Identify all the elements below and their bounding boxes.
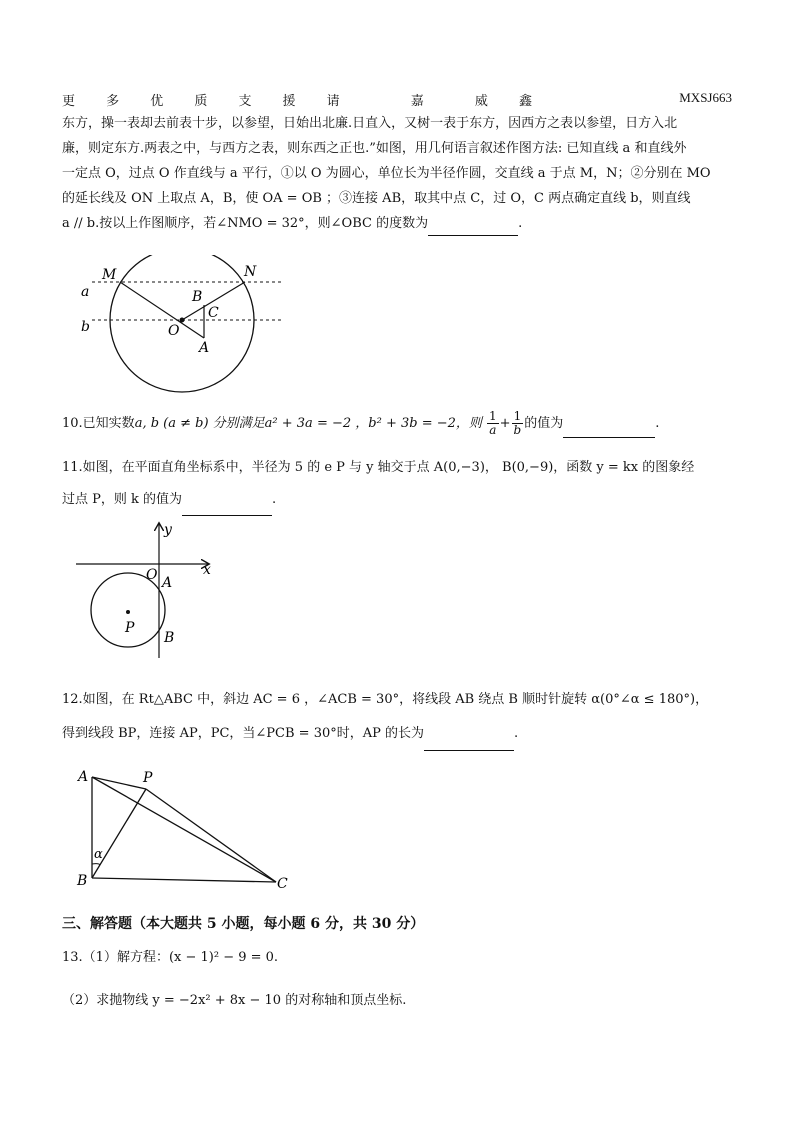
answer-blank[interactable] bbox=[182, 501, 272, 516]
q9-line: 东方，操一表却去前表十步，以参望，日始出北廉.日直入，又树一表于东方，因西方之表以参望，日方入北 bbox=[62, 116, 678, 131]
point-O bbox=[180, 318, 185, 323]
segment-AC bbox=[92, 777, 276, 882]
label-P: P bbox=[125, 620, 135, 636]
q9-end: . bbox=[518, 216, 523, 231]
answer-blank[interactable] bbox=[424, 736, 514, 751]
segment-PC bbox=[146, 789, 276, 882]
q10-prefix: 10.已知实数 bbox=[62, 416, 135, 431]
label-B: B bbox=[77, 873, 88, 889]
fraction-1-over-b: $\frac{1}{b}$ bbox=[513, 409, 522, 437]
q10-end: . bbox=[655, 416, 660, 431]
plus-sign: + bbox=[499, 416, 511, 431]
q10-condition: a, b (a ≠ b) 分别满足 bbox=[134, 416, 265, 431]
q13-part2: （2）求抛物线 y = −2x² + 8x − 10 的对称轴和顶点坐标. bbox=[62, 993, 407, 1008]
header-char: 质 bbox=[194, 94, 208, 109]
q9-line: 的延长线及 ON 上取点 A，B，使 OA = OB ；③连接 AB，取其中点 C，过 O，C 两点确定直线 b，则直线 bbox=[62, 191, 691, 206]
label-A: A bbox=[78, 769, 89, 785]
header-char: 支 bbox=[238, 94, 252, 109]
q11-line: 11.如图，在平面直角坐标系中，半径为 5 的 e P 与 y 轴交于点 A(0,−3)， B(0,−9)，函数 y = kx 的图象经 bbox=[62, 460, 695, 475]
label-B: B bbox=[192, 289, 203, 305]
label-C: C bbox=[208, 305, 219, 321]
q10-suffix: 的值为 bbox=[524, 416, 564, 431]
header-chars bbox=[62, 90, 532, 109]
label-a: a bbox=[81, 284, 90, 300]
answer-blank[interactable] bbox=[563, 423, 655, 438]
q10-eq1: a² + 3a = −2 ， bbox=[264, 416, 369, 431]
fraction-1-over-a: $\frac{1}{a}$ bbox=[489, 409, 497, 437]
q13-part1: 13.（1）解方程：(x − 1)² − 9 = 0. bbox=[62, 950, 279, 965]
q10-eq2: b² + 3b = −2，则 bbox=[368, 416, 482, 431]
header-char: 多 bbox=[106, 94, 120, 109]
q9-line-last bbox=[62, 211, 734, 236]
segment-BC bbox=[92, 878, 276, 882]
label-y: y bbox=[164, 522, 172, 538]
q11-end: . bbox=[272, 492, 277, 507]
q9-text bbox=[62, 111, 734, 236]
q11-text bbox=[62, 452, 734, 516]
header-char: 优 bbox=[150, 94, 164, 109]
section-title: 三、解答题（本大题共 5 小题，每小题 6 分，共 30 分） bbox=[62, 916, 425, 932]
header-char: 更 bbox=[62, 94, 76, 109]
label-M: M bbox=[102, 267, 117, 283]
angle-alpha-arc bbox=[92, 864, 100, 865]
q11-line-last bbox=[62, 484, 734, 516]
header-code: MXSJ663 bbox=[679, 90, 732, 105]
label-B: B bbox=[164, 630, 175, 646]
q13-text bbox=[62, 946, 734, 1013]
q12-figure bbox=[72, 765, 302, 895]
q9-line: a // b.按以上作图顺序，若∠NMO = 32°，则∠OBC 的度数为 bbox=[62, 216, 429, 231]
q12-line: 得到线段 BP，连接 AP，PC，当∠PCB = 30°时，AP 的长为 bbox=[62, 726, 425, 741]
q11-line: 过点 P，则 k 的值为 bbox=[62, 492, 183, 507]
q12-text bbox=[62, 683, 734, 751]
q9-figure bbox=[70, 255, 290, 405]
header-char: 嘉 bbox=[410, 94, 424, 109]
header-char: 请 bbox=[326, 94, 340, 109]
header-char: 鑫 bbox=[518, 94, 532, 109]
segment-AP bbox=[92, 777, 146, 789]
q9-line: 廉，则定东方.两表之中，与西方之表，则东西之正也.”如图，用几何语言叙述作图方法: 已知直线 a 和直线外 bbox=[62, 141, 687, 156]
label-P: P bbox=[143, 770, 153, 786]
q9-line: 一定点 O，过点 O 作直线与 a 平行，①以 O 为圆心，单位长为半径作圆，交直线 a 于点 M，N；②分别在 MO bbox=[62, 166, 711, 181]
label-O: O bbox=[146, 567, 158, 583]
page-header bbox=[62, 90, 732, 110]
q11-figure bbox=[72, 520, 222, 665]
q12-end: . bbox=[514, 726, 519, 741]
header-char: 援 bbox=[282, 94, 296, 109]
label-C: C bbox=[277, 876, 288, 892]
q12-line: 12.如图，在 Rt△ABC 中，斜边 AC = 6 ，∠ACB = 30°，将线段 AB 绕点 B 顺时针旋转 α(0°∠α ≤ 180°)， bbox=[62, 692, 709, 707]
label-b: b bbox=[81, 319, 90, 335]
label-A: A bbox=[162, 575, 173, 591]
label-alpha: α bbox=[94, 847, 103, 862]
q10-text bbox=[62, 410, 734, 438]
label-N: N bbox=[244, 264, 257, 280]
label-A: A bbox=[199, 340, 210, 356]
label-x: x bbox=[203, 562, 211, 578]
header-char: 威 bbox=[474, 94, 488, 109]
point-P bbox=[126, 610, 130, 614]
label-O: O bbox=[168, 323, 180, 339]
answer-blank[interactable] bbox=[428, 221, 518, 236]
q12-line-last bbox=[62, 717, 734, 751]
